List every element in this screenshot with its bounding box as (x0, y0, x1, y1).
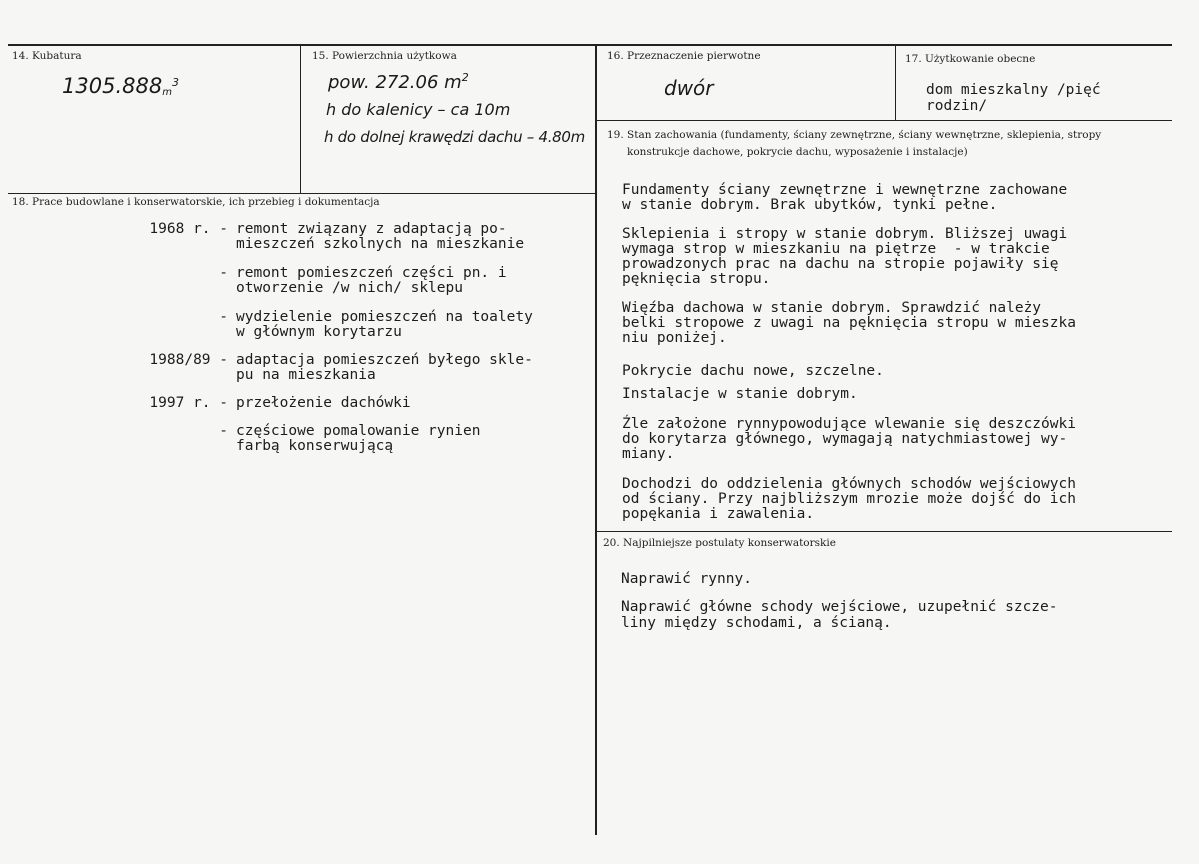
stan-paragraph-line: Więźba dachowa w stanie dobrym. Sprawdzić należy (622, 300, 1042, 316)
prace-entry-line: częściowe pomalowanie rynien (236, 423, 481, 439)
postulaty-label: 20. Najpilniejsze postulaty konserwatorskie (603, 537, 836, 549)
kubatura-label: 14. Kubatura (12, 50, 82, 62)
divider-16-17 (895, 45, 896, 120)
prace-entry-line: remont związany z adaptacją po- (236, 221, 507, 237)
powierzchnia-area (328, 72, 469, 93)
rule-above-16-17-bottom (596, 120, 1172, 121)
rule-above-20 (596, 531, 1172, 532)
prace-entry-line: farbą konserwującą (236, 438, 394, 454)
kalenica-height: h do kalenicy – ca 10m (326, 100, 511, 119)
stan-paragraph-line: belki stropowe z uwagi na pęknięcia stropu w mieszka (622, 315, 1076, 331)
prace-entry-year: - (219, 309, 228, 325)
stan-paragraph-line: Fundamenty ściany zewnętrzne i wewnętrzne zachowane (622, 182, 1068, 198)
stan-paragraph-line: wymaga strop w mieszkaniu na piętrze - w trakcie (622, 241, 1050, 257)
stan-paragraph-line: prowadzonych prac na dachu na stropie pojawiły się (622, 256, 1059, 272)
stan-paragraph-line: Sklepienia i stropy w stanie dobrym. Bliższej uwagi (622, 226, 1068, 242)
top-rule (8, 44, 1172, 46)
przeznaczenie-value: dwór (664, 76, 714, 100)
divider-14-15 (300, 45, 301, 193)
stan-paragraph-line: do korytarza głównego, wymagają natychmiastowej wy- (622, 431, 1068, 447)
rule-above-18 (8, 193, 596, 194)
prace-entry-line: mieszczeń szkolnych na mieszkanie (236, 236, 525, 252)
stan-paragraph-line: od ściany. Przy najbliższym mrozie może dojść do ich (622, 491, 1076, 507)
area-exponent: 2 (461, 71, 469, 84)
stan-paragraph-line: popękania i zawalenia. (622, 506, 815, 522)
powierzchnia-label: 15. Powierzchnia użytkowa (312, 50, 457, 62)
prace-entry-line: przełożenie dachówki (236, 395, 411, 411)
prace-entry-year: - (219, 265, 228, 281)
stan-paragraph-line: niu poniżej. (622, 330, 727, 346)
uzytkowanie-line-1: dom mieszkalny /pięć (926, 82, 1101, 98)
stan-label-line-2: konstrukcje dachowe, pokrycie dachu, wyposażenie i instalacje) (627, 146, 968, 158)
stan-paragraph-line: w stanie dobrym. Brak ubytków, tynki pełne. (622, 197, 998, 213)
prace-entry-line: otworzenie /w nich/ sklepu (236, 280, 463, 296)
stan-paragraph-line: Dochodzi do oddzielenia głównych schodów wejściowych (622, 476, 1076, 492)
prace-entry-line: remont pomieszczeń części pn. i (236, 265, 507, 281)
stan-paragraph-line: pęknięcia stropu. (622, 271, 771, 287)
postulaty-paragraph-line: Naprawić rynny. (621, 571, 752, 587)
prace-entry-line: wydzielenie pomieszczeń na toalety (236, 309, 533, 325)
stan-paragraph-line: Instalacje w stanie dobrym. (622, 386, 858, 402)
prace-entry-line: adaptacja pomieszczeń byłego skle- (236, 352, 533, 368)
main-vertical-divider (595, 45, 597, 835)
prace-entry-year: 1988/89 - (149, 352, 228, 368)
postulaty-paragraph-line: Naprawić główne schody wejściowe, uzupełnić szcze- (621, 599, 1058, 615)
kubatura-unit: m (162, 87, 172, 98)
prace-entry-year: 1968 r. - (149, 221, 228, 237)
stan-paragraph-line: miany. (622, 446, 675, 462)
area-value: pow. 272.06 m (328, 72, 462, 93)
prace-label: 18. Prace budowlane i konserwatorskie, ich przebieg i dokumentacja (12, 196, 380, 208)
stan-label-line-1: 19. Stan zachowania (fundamenty, ściany zewnętrzne, ściany wewnętrzne, sklepienia, stropy (607, 129, 1102, 141)
przeznaczenie-label: 16. Przeznaczenie pierwotne (607, 50, 761, 62)
stan-paragraph-line: Źle założone rynnypowodujące wlewanie się deszczówki (622, 416, 1076, 432)
postulaty-paragraph-line: liny między schodami, a ścianą. (621, 615, 892, 631)
stan-paragraph-line: Pokrycie dachu nowe, szczelne. (622, 363, 884, 379)
okap-height: h do dolnej krawędzi dachu – 4.80m (324, 128, 585, 146)
prace-entry-year: - (219, 423, 228, 439)
prace-entry-line: w głównym korytarzu (236, 324, 402, 340)
kubatura-value (62, 74, 179, 98)
uzytkowanie-label: 17. Użytkowanie obecne (905, 53, 1036, 65)
prace-entry-year: 1997 r. - (149, 395, 228, 411)
kubatura-unit-exponent: 3 (171, 76, 179, 89)
kubatura-number: 1305.888 (62, 74, 163, 98)
uzytkowanie-line-2: rodzin/ (926, 98, 988, 114)
prace-entry-line: pu na mieszkania (236, 367, 376, 383)
